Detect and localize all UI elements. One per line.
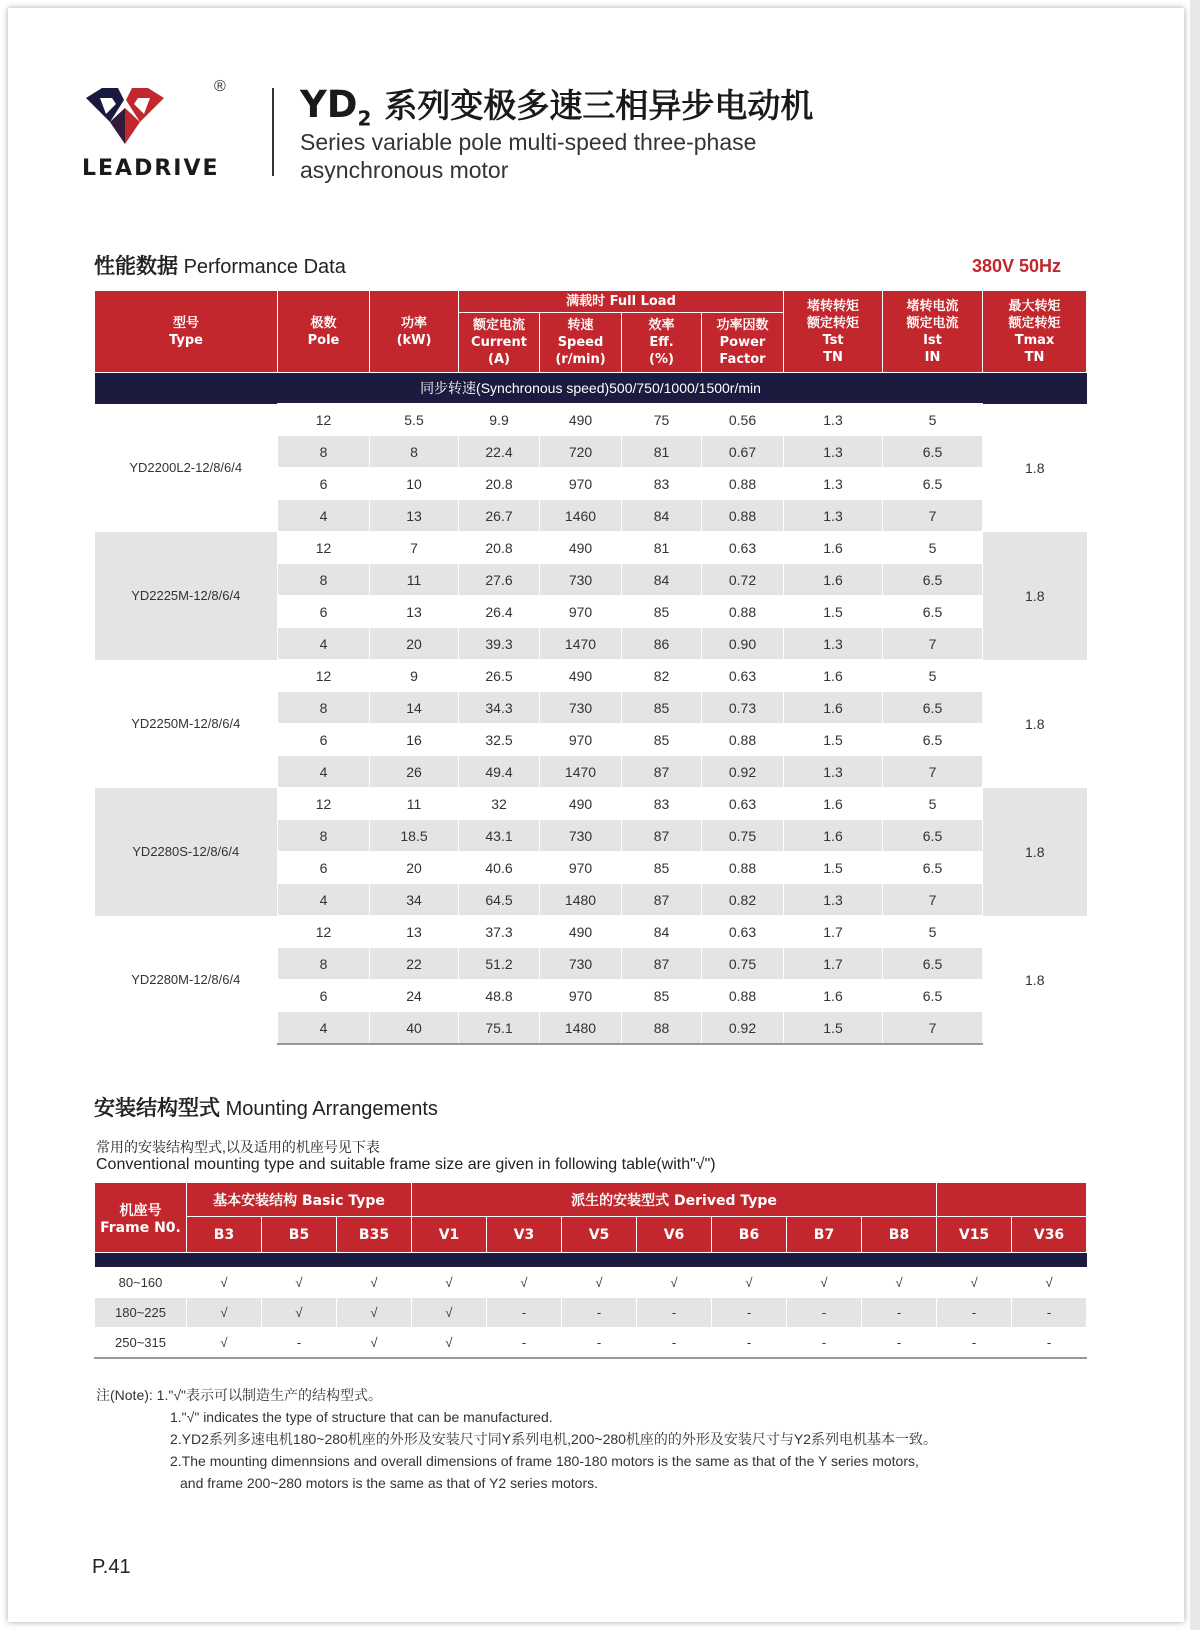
header-mount-b8: B8 (862, 1217, 937, 1253)
data-cell: 6.5 (883, 468, 983, 500)
sync-speed-row: 同步转速(Synchronous speed)500/750/1000/1500r/min (95, 373, 1087, 404)
data-cell: 0.92 (702, 1012, 784, 1045)
header-tmax: 最大转矩 额定转矩 Tmax TN (983, 291, 1087, 373)
header-mount-b6: B6 (712, 1217, 787, 1253)
table-row (95, 404, 1087, 436)
data-cell: 490 (540, 532, 622, 564)
data-cell: 12 (278, 916, 370, 948)
data-cell: 1470 (540, 756, 622, 788)
data-cell: 84 (622, 500, 702, 532)
data-cell: 20.8 (459, 532, 540, 564)
data-cell: 0.73 (702, 692, 784, 724)
data-cell: 1.3 (784, 628, 883, 660)
data-cell: 6 (278, 724, 370, 756)
data-cell: 6 (278, 596, 370, 628)
data-cell: 4 (278, 884, 370, 916)
page-edge (1190, 0, 1200, 1630)
data-cell: 4 (278, 1012, 370, 1045)
mount-cell: - (862, 1328, 937, 1359)
data-cell: 49.4 (459, 756, 540, 788)
data-cell: 12 (278, 660, 370, 692)
data-cell: 7 (883, 884, 983, 916)
data-cell: 0.88 (702, 980, 784, 1012)
data-cell: 85 (622, 852, 702, 884)
data-cell: 0.88 (702, 852, 784, 884)
data-cell: 730 (540, 692, 622, 724)
notes (96, 1384, 937, 1494)
data-cell: 26 (370, 756, 459, 788)
header-type: 型号 Type (95, 291, 278, 373)
header-mount-v36: V36 (1012, 1217, 1087, 1253)
mount-cell: √ (412, 1268, 487, 1298)
data-cell: 730 (540, 820, 622, 852)
data-cell: 12 (278, 404, 370, 436)
header-mount-v5: V5 (562, 1217, 637, 1253)
header-mount-b7: B7 (787, 1217, 862, 1253)
data-cell: 490 (540, 788, 622, 820)
data-cell: 0.63 (702, 916, 784, 948)
note-line-1: 注(Note): 1."√"表示可以制造生产的结构型式。 (96, 1387, 382, 1403)
data-cell: 37.3 (459, 916, 540, 948)
mount-intro-en: Conventional mounting type and suitable frame size are given in following table(with"√") (96, 1156, 716, 1173)
data-cell: 87 (622, 884, 702, 916)
data-cell: 0.88 (702, 468, 784, 500)
table-row (95, 532, 1087, 564)
model-cell: YD2280M-12/8/6/4 (131, 972, 241, 988)
data-cell: 6.5 (883, 948, 983, 980)
data-cell: 84 (622, 564, 702, 596)
data-cell: 8 (278, 564, 370, 596)
mount-cell: √ (862, 1268, 937, 1298)
data-cell: 490 (540, 660, 622, 692)
header-ist: 堵转电流 额定电流 Ist IN (883, 291, 983, 373)
data-cell: 8 (370, 436, 459, 468)
data-cell: 86 (622, 628, 702, 660)
data-cell: 0.63 (702, 532, 784, 564)
data-cell: 970 (540, 468, 622, 500)
data-cell: 39.3 (459, 628, 540, 660)
data-cell: 7 (883, 628, 983, 660)
data-cell: 20.8 (459, 468, 540, 500)
data-cell: 13 (370, 916, 459, 948)
data-cell: 82 (622, 660, 702, 692)
mount-cell: √ (562, 1268, 637, 1298)
mount-cell: - (862, 1298, 937, 1328)
data-cell: 6 (278, 980, 370, 1012)
header-eff: 效率 Eff. (%) (622, 313, 702, 373)
data-cell: 81 (622, 436, 702, 468)
data-cell: 6.5 (883, 692, 983, 724)
data-cell: 1480 (540, 884, 622, 916)
data-cell: 970 (540, 980, 622, 1012)
data-cell: 34 (370, 884, 459, 916)
header-tst: 堵转转矩 额定转矩 Tst TN (784, 291, 883, 373)
data-cell: 6.5 (883, 724, 983, 756)
data-cell: 85 (622, 596, 702, 628)
mount-cell: √ (262, 1268, 337, 1298)
data-cell: 32 (459, 788, 540, 820)
mount-cell: - (1012, 1298, 1087, 1328)
mount-cell: - (637, 1298, 712, 1328)
table-row (95, 660, 1087, 692)
data-cell: 43.1 (459, 820, 540, 852)
data-cell: 9 (370, 660, 459, 692)
data-cell: 1.7 (784, 948, 883, 980)
registered-mark: ® (214, 78, 226, 95)
data-cell: 20 (370, 628, 459, 660)
data-cell: 0.63 (702, 660, 784, 692)
header-derived-extra (937, 1183, 1087, 1217)
mount-cell: √ (337, 1268, 412, 1298)
mount-cell: √ (187, 1328, 262, 1359)
mount-cell: - (487, 1328, 562, 1359)
tmax-cell: 1.8 (983, 788, 1087, 916)
mount-cell: - (712, 1298, 787, 1328)
mount-cell: √ (187, 1298, 262, 1328)
data-cell: 0.88 (702, 596, 784, 628)
data-cell: 7 (883, 756, 983, 788)
data-cell: 4 (278, 628, 370, 660)
data-cell: 20 (370, 852, 459, 884)
data-cell: 7 (370, 532, 459, 564)
note-line-4: 2.The mounting dimennsions and overall dimensions of frame 180-180 motors is the same as that of the Y series motors, (170, 1453, 919, 1469)
header-speed: 转速 Speed (r/min) (540, 313, 622, 373)
data-cell: 1.6 (784, 660, 883, 692)
logo-mark-icon (82, 78, 168, 150)
header-mount-v3: V3 (487, 1217, 562, 1253)
data-cell: 0.67 (702, 436, 784, 468)
mount-cell: - (262, 1328, 337, 1359)
header-full-load: 满载时 Full Load (459, 291, 784, 313)
mount-cell: √ (712, 1268, 787, 1298)
data-cell: 40.6 (459, 852, 540, 884)
data-cell: 26.4 (459, 596, 540, 628)
data-cell: 0.56 (702, 404, 784, 436)
mount-cell: √ (487, 1268, 562, 1298)
data-cell: 0.88 (702, 500, 784, 532)
tmax-cell: 1.8 (1025, 715, 1045, 732)
page-title-cn: 系列变极多速三相异步电动机 (384, 86, 814, 125)
data-cell: 11 (370, 788, 459, 820)
data-cell: 64.5 (459, 884, 540, 916)
data-cell: 0.63 (702, 788, 784, 820)
data-cell: 1.5 (784, 724, 883, 756)
table-row (95, 1298, 1087, 1328)
data-cell: 1.3 (784, 404, 883, 436)
mount-cell: √ (412, 1328, 487, 1359)
data-cell: 730 (540, 948, 622, 980)
data-cell: 81 (622, 532, 702, 564)
data-cell: 6.5 (883, 820, 983, 852)
tmax-cell: 1.8 (983, 532, 1087, 660)
data-cell: 1460 (540, 500, 622, 532)
data-cell: 0.88 (702, 724, 784, 756)
tmax-cell: 1.8 (1025, 971, 1045, 988)
data-cell: 6.5 (883, 436, 983, 468)
mount-cell: √ (337, 1298, 412, 1328)
data-cell: 970 (540, 596, 622, 628)
model-cell: YD2280S-12/8/6/4 (95, 788, 278, 916)
tmax-cell: 1.8 (1025, 459, 1045, 476)
note-line-5: and frame 200~280 motors is the same as that of Y2 series motors. (180, 1475, 599, 1491)
header-mount-b35: B35 (337, 1217, 412, 1253)
data-cell: 1.3 (784, 468, 883, 500)
model-cell: YD2200L2-12/8/6/4 (129, 460, 243, 475)
mount-cell: √ (412, 1298, 487, 1328)
data-cell: 51.2 (459, 948, 540, 980)
data-cell: 8 (278, 948, 370, 980)
data-cell: 10 (370, 468, 459, 500)
data-cell: 720 (540, 436, 622, 468)
data-cell: 13 (370, 596, 459, 628)
data-cell: 6 (278, 468, 370, 500)
data-cell: 1.6 (784, 692, 883, 724)
data-cell: 490 (540, 916, 622, 948)
data-cell: 83 (622, 788, 702, 820)
data-cell: 48.8 (459, 980, 540, 1012)
data-cell: 0.82 (702, 884, 784, 916)
data-cell: 26.5 (459, 660, 540, 692)
mount-cell: - (487, 1298, 562, 1328)
data-cell: 0.92 (702, 756, 784, 788)
page-title: $YD_2$ 系列变极多速三相异步电动机 (300, 83, 814, 131)
mount-cell: √ (1012, 1268, 1087, 1298)
data-cell: 1.6 (784, 980, 883, 1012)
frame-cell: 250~315 (95, 1328, 187, 1359)
page-subtitle: Series variable pole multi-speed three-phase asynchronous motor (300, 129, 757, 183)
data-cell: 0.75 (702, 820, 784, 852)
data-cell: 6.5 (883, 980, 983, 1012)
note-line-3: 2.YD2系列多速电机180~280机座的外形及安装尺寸同Y系列电机,200~280机座的的外形及安装尺寸与Y2系列电机基本一致。 (170, 1431, 938, 1447)
data-cell: 5 (883, 916, 983, 948)
mount-cell: - (637, 1328, 712, 1359)
data-cell: 4 (278, 500, 370, 532)
header-derived-type: 派生的安装型式 Derived Type (412, 1183, 937, 1217)
data-cell: 1.6 (784, 820, 883, 852)
header-pole: 极数 Pole (278, 291, 370, 373)
data-cell: 6 (278, 852, 370, 884)
header-frame: 机座号 Frame N0. (95, 1183, 187, 1253)
data-cell: 0.90 (702, 628, 784, 660)
data-cell: 1.5 (784, 852, 883, 884)
data-cell: 22.4 (459, 436, 540, 468)
data-cell: 12 (278, 788, 370, 820)
mount-cell: √ (262, 1298, 337, 1328)
data-cell: 1470 (540, 628, 622, 660)
table-row (95, 1268, 1087, 1298)
data-cell: 0.75 (702, 948, 784, 980)
model-cell: YD2250M-12/8/6/4 (131, 716, 241, 731)
mount-cell: - (937, 1298, 1012, 1328)
mount-cell: - (937, 1328, 1012, 1359)
data-cell: 1.3 (784, 500, 883, 532)
mount-cell: - (787, 1328, 862, 1359)
data-cell: 87 (622, 820, 702, 852)
header-mount-v6: V6 (637, 1217, 712, 1253)
data-cell: 8 (278, 820, 370, 852)
performance-table (94, 290, 1087, 1045)
data-cell: 85 (622, 724, 702, 756)
data-cell: 22 (370, 948, 459, 980)
data-cell: 970 (540, 724, 622, 756)
data-cell: 5 (883, 532, 983, 564)
logo-text: LEADRIVE (82, 156, 220, 181)
header-power: 功率 (kW) (370, 291, 459, 373)
data-cell: 87 (622, 948, 702, 980)
data-cell: 490 (540, 404, 622, 436)
mount-cell: - (1012, 1328, 1087, 1359)
table-row (95, 788, 1087, 820)
data-cell: 8 (278, 436, 370, 468)
data-cell: 7 (883, 500, 983, 532)
data-cell: 5 (883, 660, 983, 692)
mount-section-title: 安装结构型式 Mounting Arrangements (94, 1096, 438, 1120)
header-basic-type: 基本安装结构 Basic Type (187, 1183, 412, 1217)
header-current: 额定电流 Current (A) (459, 313, 540, 373)
model-cell: YD2225M-12/8/6/4 (95, 532, 278, 660)
note-line-2: 1."√" indicates the type of structure that can be manufactured. (170, 1409, 553, 1425)
data-cell: 88 (622, 1012, 702, 1045)
data-cell: 1.6 (784, 564, 883, 596)
header-power-factor: 功率因数 Power Factor (702, 313, 784, 373)
data-cell: 5 (883, 404, 983, 436)
mount-intro-cn: 常用的安装结构型式,以及适用的机座号见下表 (96, 1139, 380, 1155)
data-cell: 1.6 (784, 788, 883, 820)
header-mount-b3: B3 (187, 1217, 262, 1253)
header-mount-b5: B5 (262, 1217, 337, 1253)
header-divider (272, 88, 274, 176)
mount-cell: - (787, 1298, 862, 1328)
data-cell: 6.5 (883, 852, 983, 884)
data-cell: 1480 (540, 1012, 622, 1045)
mount-cell: √ (637, 1268, 712, 1298)
data-cell: 24 (370, 980, 459, 1012)
mount-cell: - (712, 1328, 787, 1359)
data-cell: 34.3 (459, 692, 540, 724)
mount-cell: √ (337, 1328, 412, 1359)
mount-cell: √ (787, 1268, 862, 1298)
data-cell: 83 (622, 468, 702, 500)
data-cell: 1.7 (784, 916, 883, 948)
data-cell: 7 (883, 1012, 983, 1045)
data-cell: 85 (622, 692, 702, 724)
mount-cell: - (562, 1328, 637, 1359)
data-cell: 6.5 (883, 564, 983, 596)
data-cell: 75.1 (459, 1012, 540, 1045)
data-cell: 5 (883, 788, 983, 820)
data-cell: 26.7 (459, 500, 540, 532)
data-cell: 1.3 (784, 436, 883, 468)
frame-cell: 80~160 (95, 1268, 187, 1298)
data-cell: 730 (540, 564, 622, 596)
data-cell: 18.5 (370, 820, 459, 852)
data-cell: 1.5 (784, 596, 883, 628)
data-cell: 27.6 (459, 564, 540, 596)
table-row (95, 916, 1087, 948)
data-cell: 5.5 (370, 404, 459, 436)
data-cell: 0.72 (702, 564, 784, 596)
data-cell: 6.5 (883, 596, 983, 628)
mount-intro (96, 1138, 716, 1174)
data-cell: 4 (278, 756, 370, 788)
mount-divider (95, 1253, 1087, 1268)
page-number: P.41 (92, 1556, 131, 1578)
mount-cell: - (562, 1298, 637, 1328)
table-row (95, 1328, 1087, 1359)
header-mount-v1: V1 (412, 1217, 487, 1253)
mounting-table (94, 1182, 1087, 1359)
voltage-label: 380V 50Hz (972, 256, 1062, 276)
data-cell: 1.5 (784, 1012, 883, 1045)
data-cell: 32.5 (459, 724, 540, 756)
data-cell: 84 (622, 916, 702, 948)
data-cell: 9.9 (459, 404, 540, 436)
data-cell: 1.3 (784, 884, 883, 916)
data-cell: 12 (278, 532, 370, 564)
data-cell: 13 (370, 500, 459, 532)
data-cell: 14 (370, 692, 459, 724)
data-cell: 11 (370, 564, 459, 596)
data-cell: 8 (278, 692, 370, 724)
header-mount-v15: V15 (937, 1217, 1012, 1253)
data-cell: 16 (370, 724, 459, 756)
mount-cell: √ (937, 1268, 1012, 1298)
data-cell: 75 (622, 404, 702, 436)
data-cell: 1.3 (784, 756, 883, 788)
data-cell: 970 (540, 852, 622, 884)
data-cell: 40 (370, 1012, 459, 1045)
brand-logo (82, 78, 252, 181)
perf-section-title: 性能数据 Performance Data (94, 254, 346, 278)
mount-cell: √ (187, 1268, 262, 1298)
frame-cell: 180~225 (95, 1298, 187, 1328)
data-cell: 1.6 (784, 532, 883, 564)
data-cell: 85 (622, 980, 702, 1012)
data-cell: 87 (622, 756, 702, 788)
